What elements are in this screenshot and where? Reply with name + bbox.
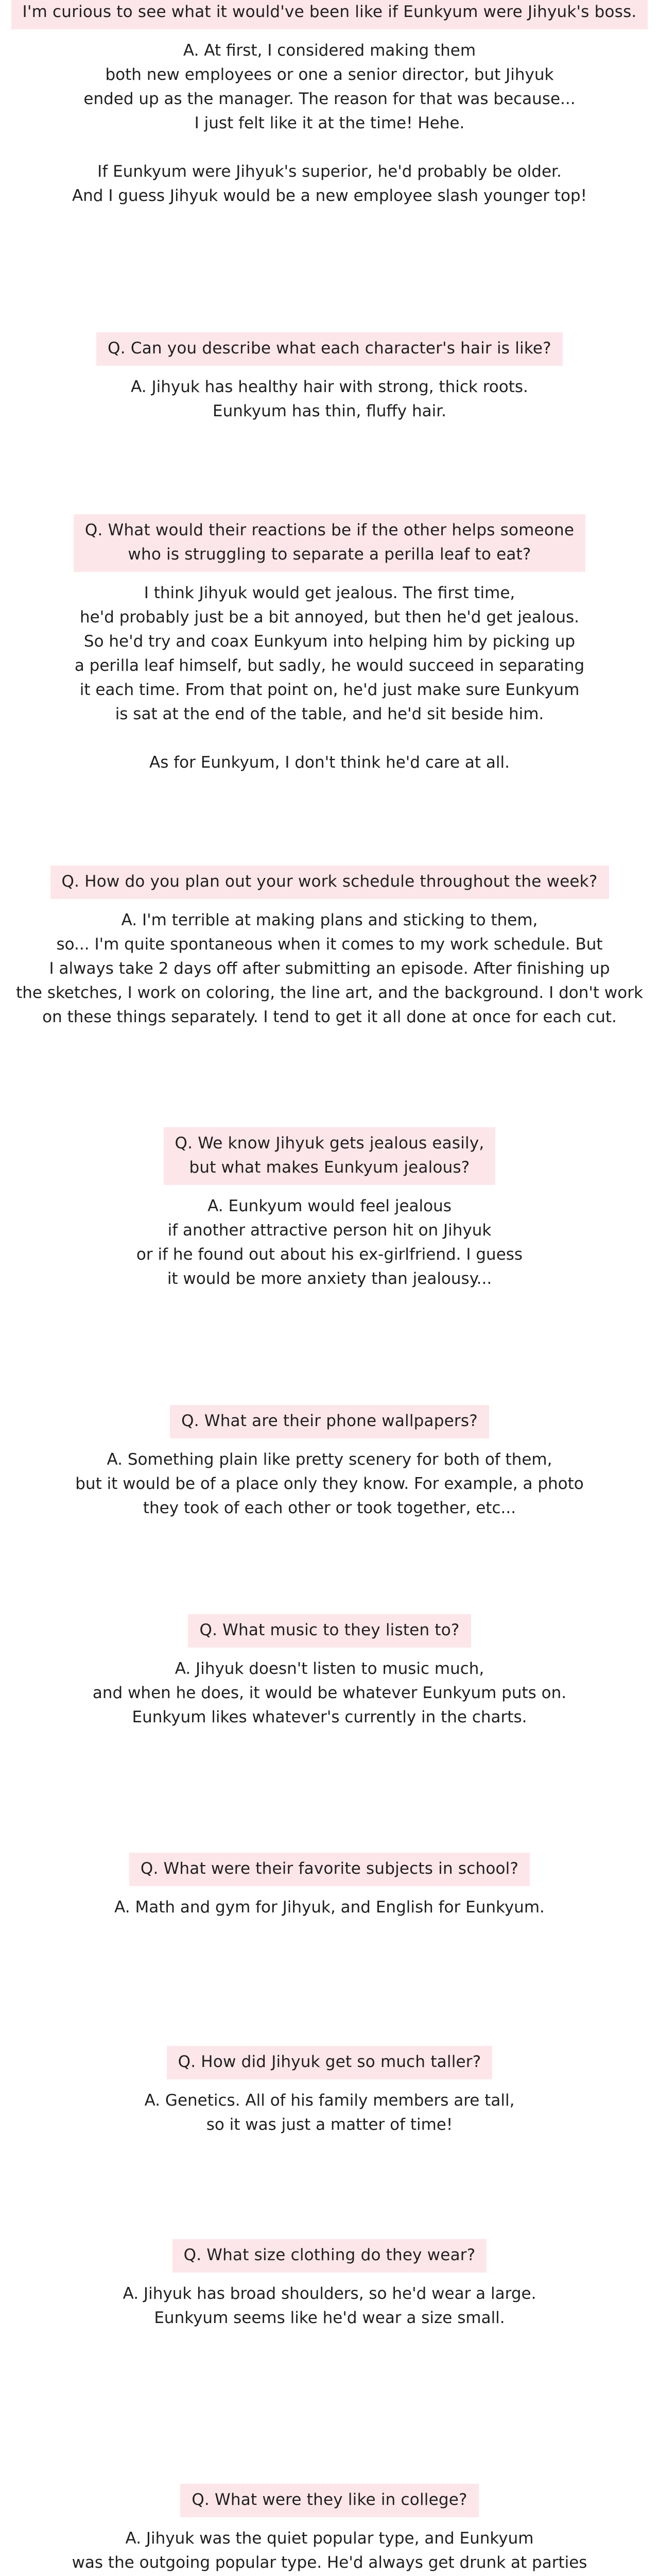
qa-block-clothing (0, 2239, 659, 2330)
question-box (170, 1405, 489, 1438)
question-box (96, 332, 563, 366)
question-line: Q. What were their favorite subjects in school? (140, 1859, 519, 1878)
question-line: Q. What are their phone wallpapers? (181, 1412, 478, 1430)
answer-line: and when he does, it would be whatever Eunkyum puts on. (92, 1684, 567, 1702)
answer-line: So he'd try and coax Eunkyum into helping him by picking up (83, 632, 576, 651)
answer-line: was the outgoing popular type. He'd always get drunk at parties (72, 2553, 587, 2572)
answer-line: I think Jihyuk would get jealous. The first time, (144, 584, 515, 602)
qa-block-subjects (0, 1853, 659, 1920)
answer-line: a perilla leaf himself, but sadly, he would succeed in separating (74, 656, 585, 675)
qa-block-jealous (0, 1127, 659, 1291)
answer-line: Eunkyum has thin, fluffy hair. (213, 402, 446, 420)
answer-line: A. Jihyuk was the quiet popular type, and Eunkyum (125, 2529, 534, 2548)
answer-line: it would be more anxiety than jealousy... (167, 1269, 492, 1288)
answer-line: but it would be of a place only they know. For example, a photo (75, 1475, 584, 1493)
answer-line (0, 726, 659, 751)
question-line: Q. What music to they listen to? (199, 1621, 460, 1639)
answer-line: or if he found out about his ex-girlfriend. I guess (136, 1245, 523, 1264)
answer-line: the sketches, I work on coloring, the line art, and the background. I don't work (16, 984, 643, 1002)
question-line: Q. What size clothing do they wear? (183, 2246, 476, 2264)
answer-line: is sat at the end of the table, and he'd sit beside him. (115, 705, 544, 723)
question-box (164, 1127, 496, 1185)
question-line: who is struggling to separate a perilla leaf to eat? (128, 545, 531, 564)
answer-line: Eunkyum seems like he'd wear a size small. (154, 2309, 505, 2327)
question-line: Q. How did Jihyuk get so much taller? (178, 2053, 481, 2071)
qa-block-college (0, 2484, 659, 2576)
answer-line: I just felt like it at the time! Hehe. (194, 114, 465, 132)
question-line: Q. What would their reactions be if the other helps someone (84, 521, 575, 539)
answer-line: Eunkyum likes whatever's currently in the charts. (132, 1708, 527, 1726)
answer-line: it each time. From that point on, he'd just make sure Eunkyum (79, 681, 580, 699)
answer-line: on these things separately. I tend to get it all done at once for each cut. (42, 1008, 617, 1026)
question-line: but what makes Eunkyum jealous? (189, 1158, 470, 1177)
question-box (172, 2239, 487, 2273)
qa-block-schedule (0, 866, 659, 1029)
question-line: Q. What were they like in college? (192, 2490, 467, 2509)
answer-text (0, 581, 659, 775)
answer-line: they took of each other or took together, etc... (143, 1499, 516, 1517)
answer-line: A. Jihyuk has broad shoulders, so he'd wear a large. (123, 2284, 536, 2303)
answer-line: A. Jihyuk doesn't listen to music much, (175, 1659, 484, 1678)
answer-line: A. Math and gym for Jihyuk, and English for Eunkyum. (114, 1898, 545, 1917)
answer-line: he'd probably just be a bit annoyed, but then he'd get jealous. (79, 608, 580, 626)
answer-line: A. Eunkyum would feel jealous (207, 1197, 452, 1215)
answer-text (0, 1448, 659, 1520)
question-box (11, 0, 648, 29)
answer-line: If Eunkyum were Jihyuk's superior, he'd probably be older. (97, 162, 562, 181)
answer-line: ended up as the manager. The reason for that was because... (83, 90, 576, 108)
answer-text (0, 2089, 659, 2137)
answer-line: A. Genetics. All of his family members are tall, (144, 2091, 515, 2110)
answer-line: so it was just a matter of time! (206, 2115, 453, 2134)
answer-line: both new employees or one a senior director, but Jihyuk (105, 65, 554, 84)
question-box (167, 2046, 493, 2079)
answer-line: so... I'm quite spontaneous when it comes to my work schedule. But (56, 935, 603, 954)
answer-line: A. Something plain like pretty scenery for both of them, (107, 1450, 552, 1469)
question-box (188, 1614, 471, 1648)
question-line: I'm curious to see what it would've been like if Eunkyum were Jihyuk's boss. (22, 3, 637, 21)
qa-block-music (0, 1614, 659, 1730)
question-line: Q. Can you describe what each character's hair is like? (108, 339, 551, 358)
answer-line: I always take 2 days off after submitting an episode. After finishing up (49, 959, 610, 978)
answer-line: And I guess Jihyuk would be a new employee slash younger top! (72, 187, 587, 205)
answer-text (0, 908, 659, 1029)
answer-line: As for Eunkyum, I don't think he'd care at all. (149, 753, 510, 772)
question-box (180, 2484, 478, 2517)
answer-text (0, 39, 659, 208)
answer-text (0, 375, 659, 423)
question-line: Q. We know Jihyuk gets jealous easily, (175, 1134, 484, 1153)
answer-text (0, 1194, 659, 1291)
qa-block-wallpapers (0, 1405, 659, 1520)
answer-text (0, 1895, 659, 1920)
answer-line: if another attractive person hit on Jihyuk (167, 1221, 492, 1240)
qa-block-perilla (0, 514, 659, 775)
answer-line: A. I'm terrible at making plans and sticking to them, (121, 911, 538, 929)
qa-block-boss (0, 0, 659, 208)
answer-text (0, 2282, 659, 2330)
qa-block-hair (0, 332, 659, 423)
answer-text (0, 2527, 659, 2576)
answer-text (0, 1657, 659, 1730)
qa-block-height (0, 2046, 659, 2137)
answer-line (0, 135, 659, 160)
question-box (50, 866, 609, 899)
answer-line: A. Jihyuk has healthy hair with strong, thick roots. (131, 378, 528, 396)
question-box (129, 1853, 530, 1886)
question-line: Q. How do you plan out your work schedule throughout the week? (61, 872, 598, 891)
question-box (74, 514, 585, 572)
answer-line: A. At first, I considered making them (183, 41, 476, 60)
